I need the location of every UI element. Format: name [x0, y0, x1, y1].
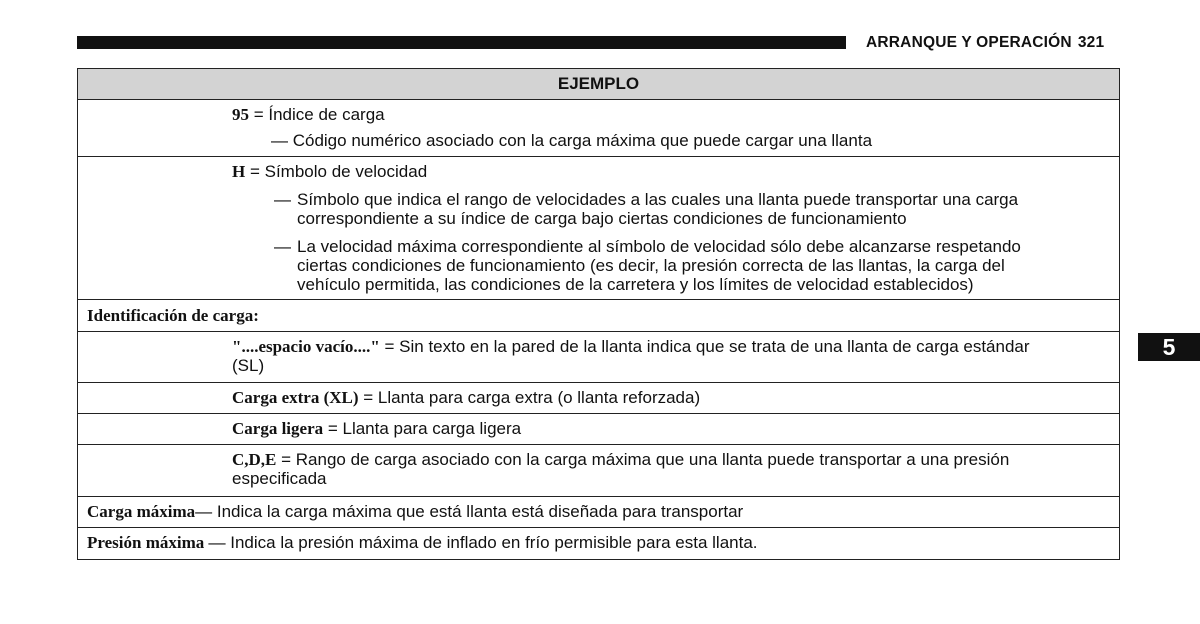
row-definition [78, 450, 1119, 469]
subnote-line: vehículo permitida, las condiciones de la carretera y los límites de velocidad establecidos) [297, 275, 974, 294]
section-heading: Identificación de carga: [87, 306, 259, 325]
page-header [866, 34, 1104, 52]
table-row-load-range [78, 444, 1119, 496]
row-definition [78, 502, 1119, 521]
term: H [232, 162, 246, 181]
term: Presión máxima — [87, 533, 226, 552]
table-row-load-index [78, 99, 1119, 156]
header-rule [77, 36, 846, 49]
separator: = [245, 162, 265, 181]
table-caption: EJEMPLO [78, 69, 1119, 99]
table-row-max-load [78, 496, 1119, 527]
separator: = [249, 105, 269, 124]
table-row-light-load [78, 413, 1119, 444]
subnote-line: Símbolo que indica el rango de velocidades a las cuales una llanta puede transportar una carga [297, 190, 1019, 209]
table-row-standard-load [78, 331, 1119, 382]
chapter-tab: 5 [1138, 333, 1200, 361]
definition: = Rango de carga asociado con la carga máxima que una llanta puede transportar a una presión [276, 450, 1010, 469]
definition: — Indica la carga máxima que está llanta está diseñada para transportar [195, 502, 744, 521]
term: Carga extra (XL) [232, 388, 359, 407]
definition: = Llanta para carga extra (o llanta reforzada) [358, 388, 701, 407]
row-definition [78, 388, 1119, 407]
row-subnote: — Código numérico asociado con la carga máxima que puede cargar una llanta [271, 131, 873, 150]
definition: Índice de carga [268, 105, 385, 124]
definition: = Llanta para carga ligera [323, 419, 522, 438]
definition: Símbolo de velocidad [264, 162, 428, 181]
section-title: ARRANQUE Y OPERACIÓN [866, 34, 1072, 51]
definition: = Sin texto en la pared de la llanta indica que se trata de una llanta de carga estándar [379, 337, 1030, 356]
dash: — [274, 190, 291, 209]
row-subnote-1 [78, 190, 1119, 228]
table-row-max-pressure [78, 527, 1119, 559]
row-definition [78, 419, 1119, 438]
term: 95 [232, 105, 249, 124]
term: "....espacio vacío...." [232, 337, 380, 356]
definition: Indica la presión máxima de inflado en frío permisible para esta llanta. [225, 533, 758, 552]
term: Carga ligera [232, 419, 324, 438]
term: C,D,E [232, 450, 277, 469]
term: Carga máxima [87, 502, 196, 521]
page-number: 321 [1077, 34, 1105, 51]
subnote-line: ciertas condiciones de funcionamiento (es decir, la presión correcta de las llantas, la carga del [297, 256, 1005, 275]
row-definition [78, 105, 1119, 124]
table-row-load-id-heading [78, 299, 1119, 331]
subnote-line: correspondiente a su índice de carga bajo ciertas condiciones de funcionamiento [297, 209, 907, 228]
definition-continued: especificada [232, 469, 327, 488]
row-definition [78, 337, 1119, 356]
row-definition [78, 162, 1119, 181]
definition-continued: (SL) [232, 356, 265, 375]
subnote-line: La velocidad máxima correspondiente al símbolo de velocidad sólo debe alcanzarse respetando [297, 237, 1021, 256]
table-row-speed-symbol [78, 156, 1119, 299]
dash: — [274, 237, 291, 256]
row-subnote-2 [78, 237, 1119, 294]
example-table [77, 68, 1120, 560]
row-definition [78, 533, 1119, 552]
table-row-extra-load [78, 382, 1119, 413]
